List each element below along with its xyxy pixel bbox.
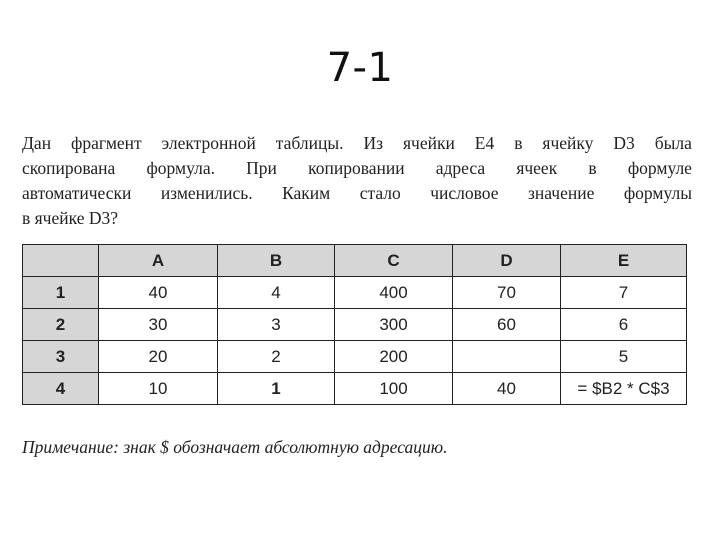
table-row xyxy=(23,277,687,309)
task-word: формула. xyxy=(146,158,215,178)
task-word: E4 xyxy=(474,133,495,153)
column-header-b: B xyxy=(218,245,335,277)
task-word: в xyxy=(514,133,523,153)
task-word: формулы xyxy=(623,183,692,203)
cell-e1: 7 xyxy=(561,277,687,309)
cell-d4: 40 xyxy=(453,373,561,405)
task-word: в xyxy=(588,158,597,178)
cell-a2: 30 xyxy=(99,309,218,341)
task-word: автоматически xyxy=(22,183,132,203)
slide-title: 7-1 xyxy=(326,45,394,91)
task-word: таблицы. xyxy=(275,133,344,153)
task-word: Дан xyxy=(22,133,52,153)
task-word: фрагмент xyxy=(71,133,142,153)
cell-d3 xyxy=(453,341,561,373)
row-header-1: 1 xyxy=(23,277,99,309)
task-word: скопирована xyxy=(22,158,116,178)
table-row xyxy=(23,341,687,373)
table-row xyxy=(23,373,687,405)
task-word: При xyxy=(246,158,277,178)
cell-e4-formula: = $B2 * C$3 xyxy=(561,373,687,405)
cell-d1: 70 xyxy=(453,277,561,309)
column-header-a: A xyxy=(99,245,218,277)
row-header-2: 2 xyxy=(23,309,99,341)
cell-c3: 200 xyxy=(335,341,453,373)
task-word: значение xyxy=(527,183,595,203)
task-line-1 xyxy=(22,131,692,156)
task-line-3 xyxy=(22,181,692,206)
column-header-row xyxy=(23,245,687,277)
footnote: Примечание: знак $ обозначает абсолютную адресацию. xyxy=(22,437,448,457)
cell-b4: 1 xyxy=(218,373,335,405)
row-header-3: 3 xyxy=(23,341,99,373)
cell-a4: 10 xyxy=(99,373,218,405)
spreadsheet-fragment xyxy=(22,244,687,405)
task-word: адреса xyxy=(435,158,486,178)
task-word: электронной xyxy=(161,133,256,153)
cell-c2: 300 xyxy=(335,309,453,341)
task-word: Из xyxy=(363,133,384,153)
column-header-d: D xyxy=(453,245,561,277)
cell-a3: 20 xyxy=(99,341,218,373)
cell-e2: 6 xyxy=(561,309,687,341)
task-word: ячейки xyxy=(402,133,455,153)
column-header-c: C xyxy=(335,245,453,277)
cell-e3: 5 xyxy=(561,341,687,373)
task-statement xyxy=(22,131,692,231)
cell-d2: 60 xyxy=(453,309,561,341)
task-line-4 xyxy=(22,206,692,231)
task-word: ячейку xyxy=(542,133,594,153)
task-line-2 xyxy=(22,156,692,181)
task-word: D3 xyxy=(613,133,635,153)
task-word: изменились. xyxy=(160,183,253,203)
task-word: стало xyxy=(359,183,401,203)
task-word: ячеек xyxy=(516,158,558,178)
task-word: формуле xyxy=(627,158,692,178)
cell-c4: 100 xyxy=(335,373,453,405)
corner-cell xyxy=(23,245,99,277)
cell-c1: 400 xyxy=(335,277,453,309)
column-header-e: E xyxy=(561,245,687,277)
task-word: копировании xyxy=(308,158,405,178)
task-word: Каким xyxy=(282,183,331,203)
row-header-4: 4 xyxy=(23,373,99,405)
cell-b1: 4 xyxy=(218,277,335,309)
cell-a1: 40 xyxy=(99,277,218,309)
task-word: в ячейке D3? xyxy=(22,208,118,228)
table-row xyxy=(23,309,687,341)
task-word: была xyxy=(654,133,692,153)
cell-b3: 2 xyxy=(218,341,335,373)
task-word: числовое xyxy=(430,183,499,203)
cell-b2: 3 xyxy=(218,309,335,341)
